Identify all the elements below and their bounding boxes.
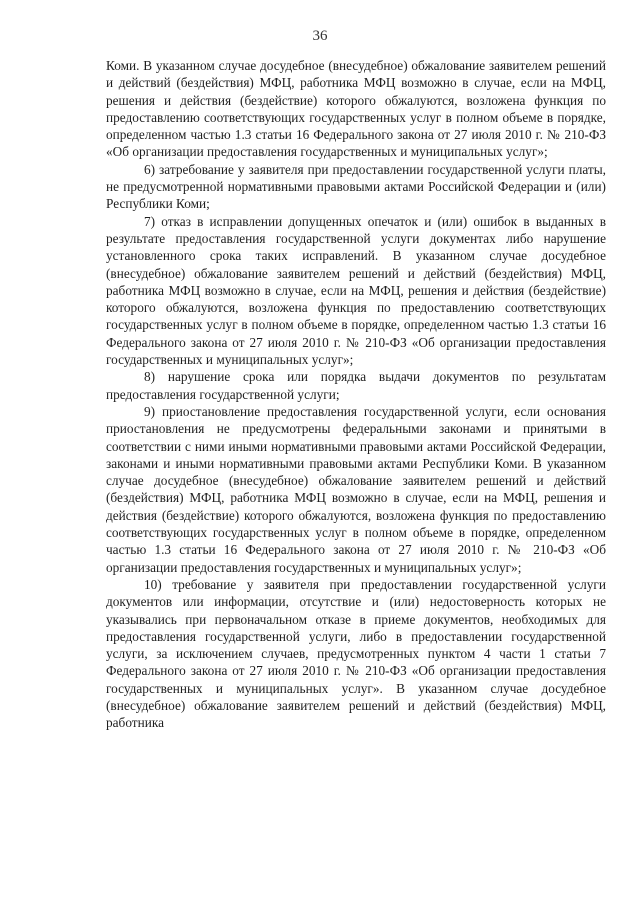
paragraph-item-10: 10) требование у заявителя при предоставлении государственной услуги документов или информации, отсутствие и (или) недостоверность которых не указывались при первоначальном отказе в приеме документов, необходимых для предоставления государственной услуги, либо в предоставлении государственной услуги, за исключением случаев, предусмотренных пунктом 4 части 1 статьи 7 Федерального закона от 27 июля 2010 г. № 210-ФЗ «Об организации предоставления государственных и муниципальных услуг». В указанном случае досудебное (внесудебное) обжалование заявителем решений и действий (бездействия) МФЦ, работника [106,576,606,731]
paragraph-item-6: 6) затребование у заявителя при предоставлении государственной услуги платы, не предусмотренной нормативными правовыми актами Российской Федерации и (или) Республики Коми; [106,161,606,212]
paragraph-item-9: 9) приостановление предоставления государственной услуги, если основания приостановления не предусмотрены федеральными законами и принятыми в соответствии с ними иными нормативными правовыми актами Российской Федерации, законами и иными нормативными правовыми актами Республики Коми. В указанном случае досудебное (внесудебное) обжалование заявителем решений и действий (бездействия) МФЦ, работника МФЦ возможно в случае, если на МФЦ, решения и действия (бездействие) которого обжалуются, возложена функция по предоставлению соответствующих государственных услуг в полном объеме в порядке, определенном частью 1.3 статьи 16 Федерального закона от 27 июля 2010 г. № 210-ФЗ «Об организации предоставления государственных и муниципальных услуг»; [106,403,606,575]
paragraph-continuation: Коми. В указанном случае досудебное (внесудебное) обжалование заявителем решений и действий (бездействия) МФЦ, работника МФЦ возможно в случае, если на МФЦ, решения и действия (бездействие) которого обжалуются, возложена функция по предоставлению соответствующих государственных услуг в полном объеме в порядке, определенном частью 1.3 статьи 16 Федерального закона от 27 июля 2010 г. № 210-ФЗ «Об организации предоставления государственных и муниципальных услуг»; [106,58,606,160]
document-body [106,57,606,732]
paragraph-item-7: 7) отказ в исправлении допущенных опечаток и (или) ошибок в выданных в результате предоставления государственной услуги документах либо нарушение установленного срока таких исправлений. В указанном случае досудебное (внесудебное) обжалование заявителем решений и действий (бездействия) МФЦ, работника МФЦ возможно в случае, если на МФЦ, решения и действия (бездействие) которого обжалуются, возложена функция по предоставлению соответствующих государственных услуг в полном объеме в порядке, определенном частью 1.3 статьи 16 Федерального закона от 27 июля 2010 г. № 210-ФЗ «Об организации предоставления государственных и муниципальных услуг»; [106,213,606,368]
paragraph-item-8: 8) нарушение срока или порядка выдачи документов по результатам предоставления государственной услуги; [106,369,606,402]
page-number: 36 [312,28,328,44]
